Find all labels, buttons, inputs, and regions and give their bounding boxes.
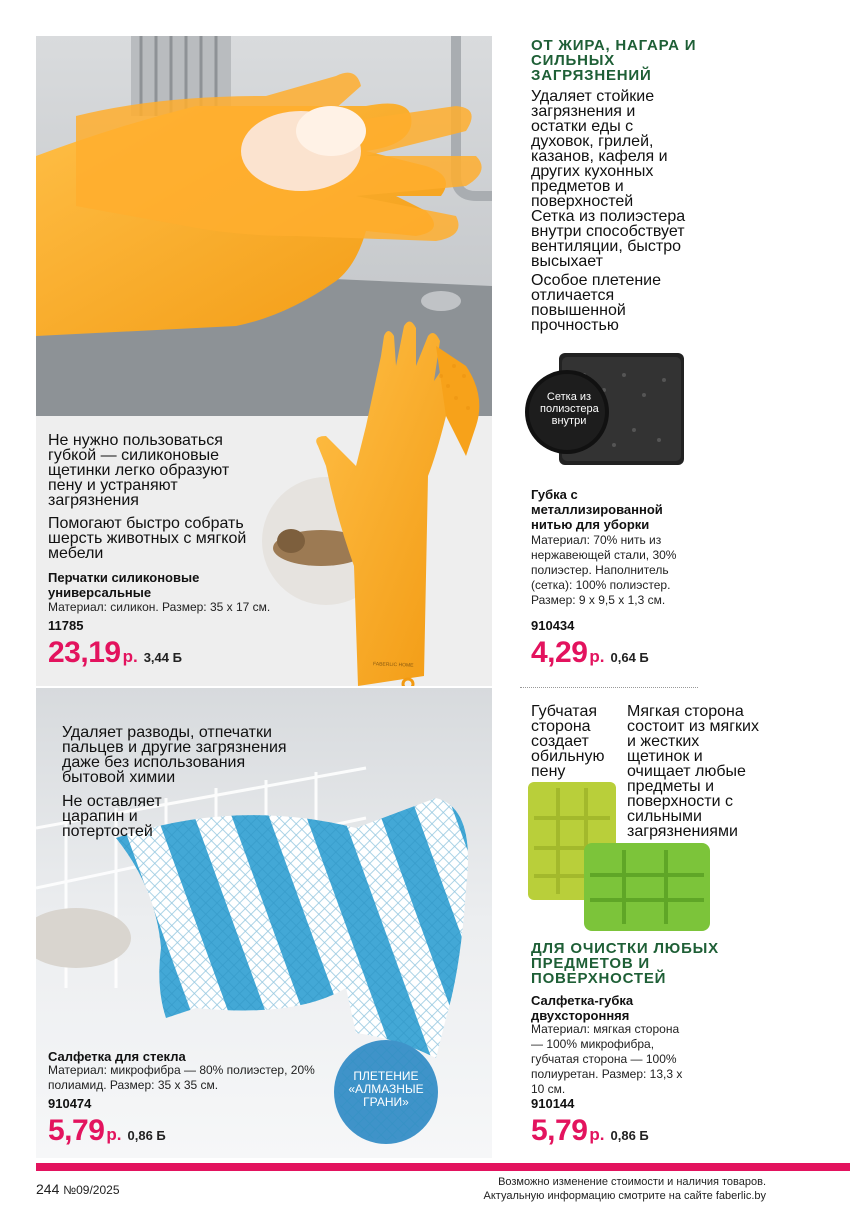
cloth-price-value: 5,79	[48, 1114, 105, 1147]
gloves-bullet-2: Помогают быстро собрать шерсть животных с мягкой мебели	[48, 515, 247, 562]
duo-price-currency: р.	[589, 1125, 605, 1144]
sponge-bullet-1: Удаляет стойкие загрязнения и остатки еды с духовок, грилей, казанов, кафеля и других кухонных предметов и поверхностей	[531, 88, 668, 210]
footer-note-line-1: Возможно изменение стоимости и наличия товаров.	[498, 1176, 766, 1188]
footer-note-line-2: Актуальную информацию смотрите на сайте faberlic.by	[483, 1190, 766, 1202]
sponge-price	[531, 636, 649, 670]
cloth-bullet-1: Удаляет разводы, отпечатки пальцев и другие загрязнения даже без использования бытовой химии	[62, 724, 287, 786]
footer-bar	[36, 1163, 850, 1171]
glove-brand-label: FABERLIC HOME	[372, 661, 414, 669]
gloves-points: 3,44 Б	[143, 650, 182, 665]
cloth-code: 910474	[48, 1096, 92, 1111]
right-divider	[520, 687, 698, 688]
duo-spec: Материал: мягкая сторона — 100% микрофибра, губчатая сторона — 100% полиуретан. Размер: 13,3 х 10 см.	[531, 1022, 683, 1096]
duo-title: Салфетка-губка двухсторонняя	[531, 993, 634, 1023]
sponge-points: 0,64 Б	[610, 650, 649, 665]
gloves-title: Перчатки силиконовые универсальные	[48, 570, 200, 600]
cloth-spec: Материал: микрофибра — 80% полиэстер, 20% полиамид. Размер: 35 х 35 см.	[48, 1063, 315, 1092]
sponge-bullet-2: Сетка из полиэстера внутри способствует вентиляции, быстро высыхает	[531, 208, 686, 270]
issue-number: №09/2025	[63, 1183, 120, 1197]
cloth-badge: ПЛЕТЕНИЕ «АЛМАЗНЫЕ ГРАНИ»	[348, 1069, 424, 1109]
sponge-title: Губка с металлизированной нитью для уборки	[531, 487, 663, 532]
duo-code: 910144	[531, 1096, 575, 1111]
duo-note-right: Мягкая сторона состоит из мягких и жестких щетинок и очищает любые предметы и поверхности с сильными загрязнениями	[627, 703, 759, 840]
sponge-price-currency: р.	[589, 647, 605, 666]
sponge-code: 910434	[531, 618, 575, 633]
cloth-price-currency: р.	[106, 1125, 122, 1144]
duo-note-left: Губчатая сторона создает обильную пену	[531, 703, 605, 780]
gloves-price-currency: р.	[122, 647, 138, 666]
duo-photo	[524, 778, 714, 933]
page-number	[36, 1181, 120, 1197]
cloth-points: 0,86 Б	[127, 1128, 166, 1143]
sponge-heading: ОТ ЖИРА, НАГАРА И СИЛЬНЫХ ЗАГРЯЗНЕНИЙ	[531, 37, 697, 84]
gloves-bullet-1: Не нужно пользоваться губкой — силиконовые щетинки легко образуют пену и устраняют загрязнения	[48, 432, 230, 509]
sponge-badge: Сетка из полиэстера внутри	[540, 391, 599, 427]
duo-price	[531, 1114, 649, 1148]
duo-points: 0,86 Б	[610, 1128, 649, 1143]
duo-sponge-illustration	[524, 778, 714, 933]
cloth-price	[48, 1114, 166, 1148]
sponge-bullet-3: Особое плетение отличается повышенной прочностью	[531, 272, 662, 334]
gloves-price-value: 23,19	[48, 636, 121, 669]
footer-note	[440, 1175, 766, 1203]
duo-price-value: 5,79	[531, 1114, 588, 1147]
gloves-spec: Материал: силикон. Размер: 35 х 17 см.	[48, 600, 271, 614]
cloth-bullet-2: Не оставляет царапин и потертостей	[62, 793, 162, 840]
cloth-title: Салфетка для стекла	[48, 1049, 186, 1064]
sponge-spec: Материал: 70% нить из нержавеющей стали, 30% полиэстер. Наполнитель (сетка): 100% полиэстер. Размер: 9 х 9,5 х 1,3 см.	[531, 533, 677, 607]
page-number-value: 244	[36, 1181, 60, 1197]
sponge-price-value: 4,29	[531, 636, 588, 669]
gloves-code: 11785	[48, 618, 84, 633]
duo-heading: ДЛЯ ОЧИСТКИ ЛЮБЫХ ПРЕДМЕТОВ И ПОВЕРХНОСТЕЙ	[531, 940, 719, 987]
gloves-price	[48, 636, 182, 670]
